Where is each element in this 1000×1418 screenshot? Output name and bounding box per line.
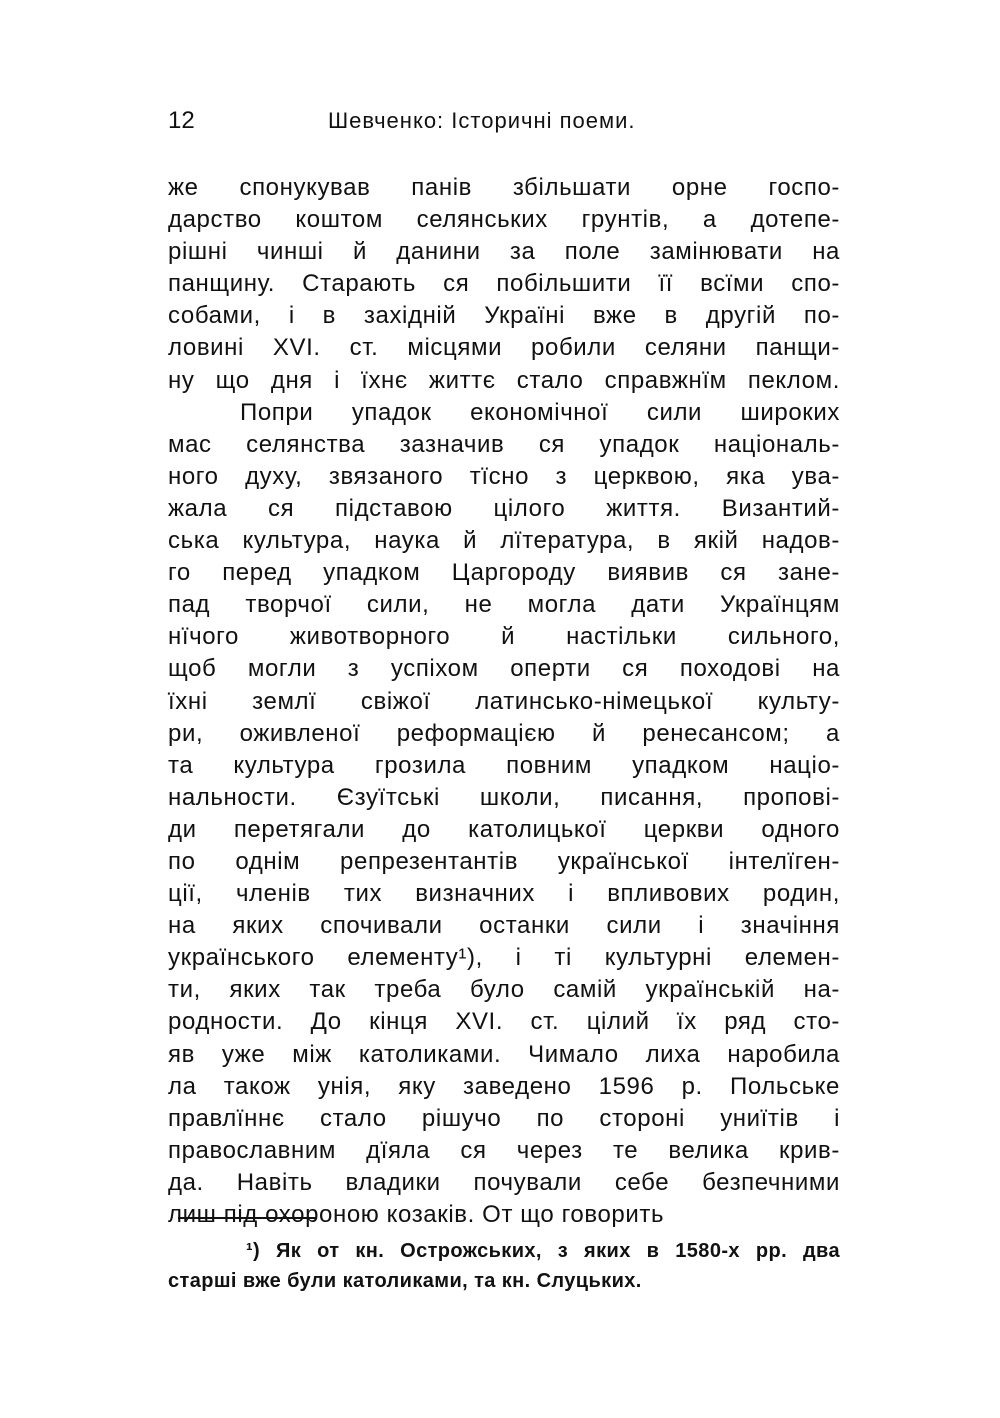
main-text: [168, 172, 840, 1231]
text-line: яв уже між католиками. Чимало лиха наробила: [168, 1040, 840, 1068]
text-line: ська культура, наука й лїтература, в якій надов-: [168, 527, 840, 555]
page-header: [168, 103, 848, 139]
text-line: правлїннє стало рішучо по стороні униїтів і: [168, 1104, 840, 1132]
text-line: на яких спочивали останки сили і значіння: [168, 912, 840, 940]
text-line: ла також унія, яку заведено 1596 р. Польське: [168, 1072, 840, 1100]
text-line: щоб могли з успіхом оперти ся походові на: [168, 655, 840, 683]
text-line: да. Навіть владики почували себе безпечними: [168, 1168, 840, 1196]
footnote-divider: [178, 1217, 316, 1219]
text-line: ного духу, звязаного тїсно з церквою, яка ува-: [168, 462, 840, 490]
text-line: пад творчої сили, не могла дати Українцям: [168, 591, 840, 619]
paragraph-first-line: Попри упадок економічної сили широких: [240, 398, 840, 426]
text-line: го перед упадком Царгороду виявив ся зане-: [168, 559, 840, 587]
text-line: мас селянства зазначив ся упадок національ-: [168, 430, 840, 458]
text-line: лиш під охороною козаків. От що говорить: [168, 1201, 665, 1228]
text-line: же спонукував панів збільшати орне госпо-: [168, 174, 840, 201]
text-line: ди перетягали до католицької церкви одного: [168, 815, 840, 843]
text-line: ції, членів тих визначних і впливових родин,: [168, 880, 840, 908]
text-line: жала ся підставою цілого життя. Византий-: [168, 494, 840, 522]
text-line: собами, і в західній Україні вже в другій по-: [168, 302, 840, 330]
text-line: ри, оживленої реформацією й ренесансом; а: [168, 719, 840, 747]
text-line: ну що дня і їхнє життє стало справжнїм пеклом.: [168, 366, 840, 394]
text-line: дарство коштом селянських грунтів, а дотепе-: [168, 206, 840, 234]
text-line: нїчого животворного й настільки сильного,: [168, 623, 840, 651]
footnote-line: старші вже були католиками, та кн. Слуцьких.: [168, 1270, 642, 1292]
text-line: їхні землї свіжої латинсько-німецької культу-: [168, 687, 840, 715]
text-line: рішні чинші й данини за поле замінювати на: [168, 238, 840, 266]
text-line: православним дїяла ся через те велика крив-: [168, 1136, 840, 1164]
text-line: та культура грозила повним упадком націо-: [168, 751, 840, 779]
text-line: нальности. Єзуїтські школи, писання, пропові-: [168, 783, 840, 811]
text-line: ловині XVI. ст. місцями робили селяни панщи-: [168, 334, 840, 362]
footnote: [168, 1236, 840, 1296]
text-line: родности. До кінця XVI. ст. цілий їх ряд сто-: [168, 1008, 840, 1036]
text-line: по однім репрезентантів української інтелїген-: [168, 847, 840, 875]
text-line: українського елементу¹), і ті культурні елемен-: [168, 944, 840, 972]
text-line: панщину. Старають ся побільшити її всїми спо-: [168, 270, 840, 298]
text-line: ти, яких так треба було самій українській на-: [168, 976, 840, 1004]
running-title: Шевченко: Історичні поеми.: [328, 108, 636, 133]
footnote-line: ¹) Як от кн. Острожських, з яких в 1580-х рр. два: [246, 1240, 840, 1262]
page-number: 12: [168, 107, 195, 134]
